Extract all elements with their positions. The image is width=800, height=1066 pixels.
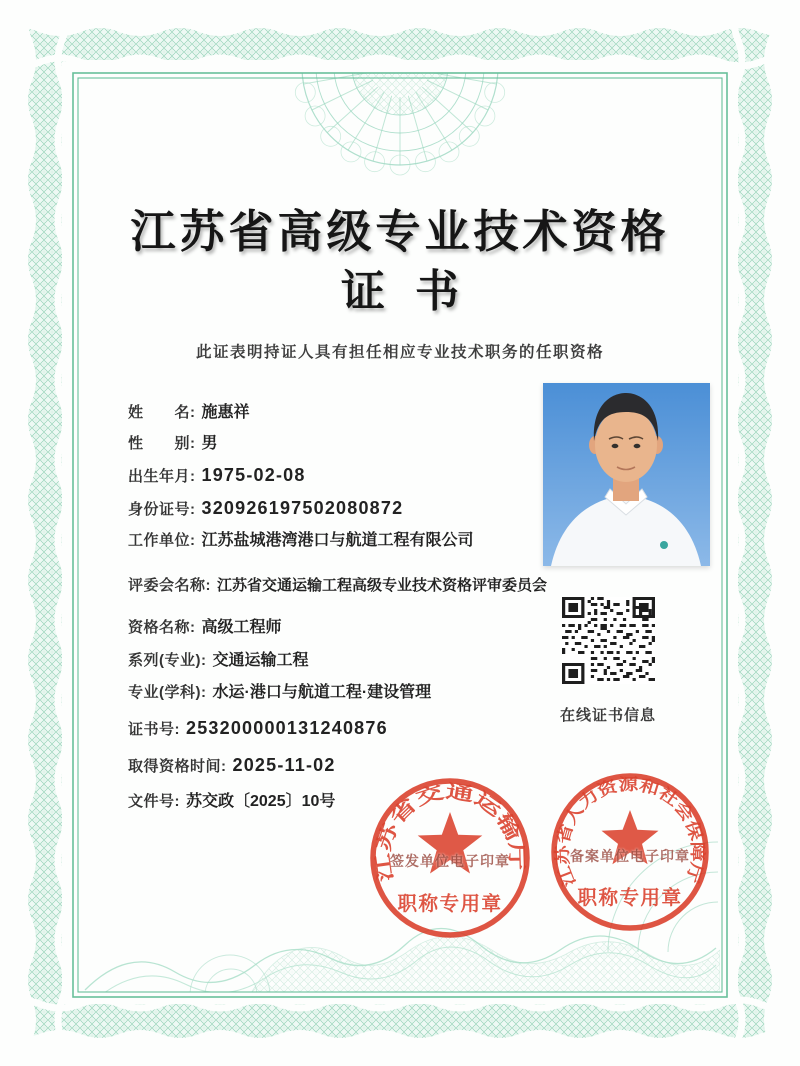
field-value: 江苏省交通运输工程高级专业技术资格评审委员会 (217, 577, 548, 594)
field-major (128, 682, 588, 704)
seal-bottom-text: 职称专用章 (577, 887, 683, 909)
field-label: 取得资格时间: (128, 758, 227, 775)
field-label: 专业(学科): (128, 684, 207, 701)
field-value: 253200000131240876 (186, 718, 388, 738)
seal-arc-text: 江苏省人力资源和社会保障厅 (553, 775, 707, 889)
certificate-subtitle: 此证表明持证人具有担任相应专业技术职务的任职资格 (195, 344, 604, 361)
field-value: 施惠祥 (201, 404, 250, 421)
seal-arc-text: 江苏省交通运输厅 (373, 781, 527, 883)
field-label: 证书号: (128, 721, 180, 738)
id-photo-image (543, 383, 710, 566)
issuing-unit-eseal-caption: 签发单位电子印章 (390, 853, 510, 869)
qr-code-image (562, 597, 655, 684)
field-gender (128, 433, 588, 455)
field-employer (128, 530, 588, 552)
seal-bottom-text: 职称专用章 (397, 893, 503, 915)
field-series (128, 650, 588, 672)
top-rosette-ornament (295, 67, 504, 175)
field-value: 交通运输工程 (212, 652, 309, 669)
certificate-title-word: 证书 (341, 267, 489, 316)
field-value: 1975-02-08 (201, 465, 306, 485)
field-value: 江苏盐城港湾港口与航道工程有限公司 (201, 532, 474, 549)
field-id-number (128, 497, 588, 521)
field-value: 苏交政〔2025〕10号 (186, 793, 336, 810)
field-birth-date (128, 464, 588, 488)
field-label: 系列(专业): (128, 652, 207, 669)
field-label: 姓 名: (128, 404, 196, 421)
field-label: 性 别: (128, 435, 196, 452)
id-photo (543, 383, 710, 566)
field-label: 身份证号: (128, 501, 196, 518)
field-label: 出生年月: (128, 468, 196, 485)
field-name (128, 402, 588, 424)
certificate-fields (128, 402, 588, 813)
qr-caption: 在线证书信息 (559, 707, 656, 724)
qr-code (562, 597, 655, 684)
field-certificate-number (128, 717, 588, 741)
field-review-committee (128, 575, 588, 597)
field-value: 高级工程师 (201, 619, 282, 636)
record-unit-eseal-caption: 备案单位电子印章 (570, 848, 690, 864)
field-label: 文件号: (128, 793, 180, 810)
field-value: 320926197502080872 (201, 498, 404, 518)
field-value: 水运·港口与航道工程·建设管理 (212, 684, 432, 701)
field-value: 男 (201, 435, 218, 452)
field-value: 2025-11-02 (232, 755, 336, 775)
certificate-title: 江苏省高级专业技术资格 (130, 207, 670, 257)
field-label: 资格名称: (128, 619, 196, 636)
field-label: 评委会名称: (128, 577, 211, 594)
field-qualification-name (128, 617, 588, 639)
field-label: 工作单位: (128, 532, 196, 549)
